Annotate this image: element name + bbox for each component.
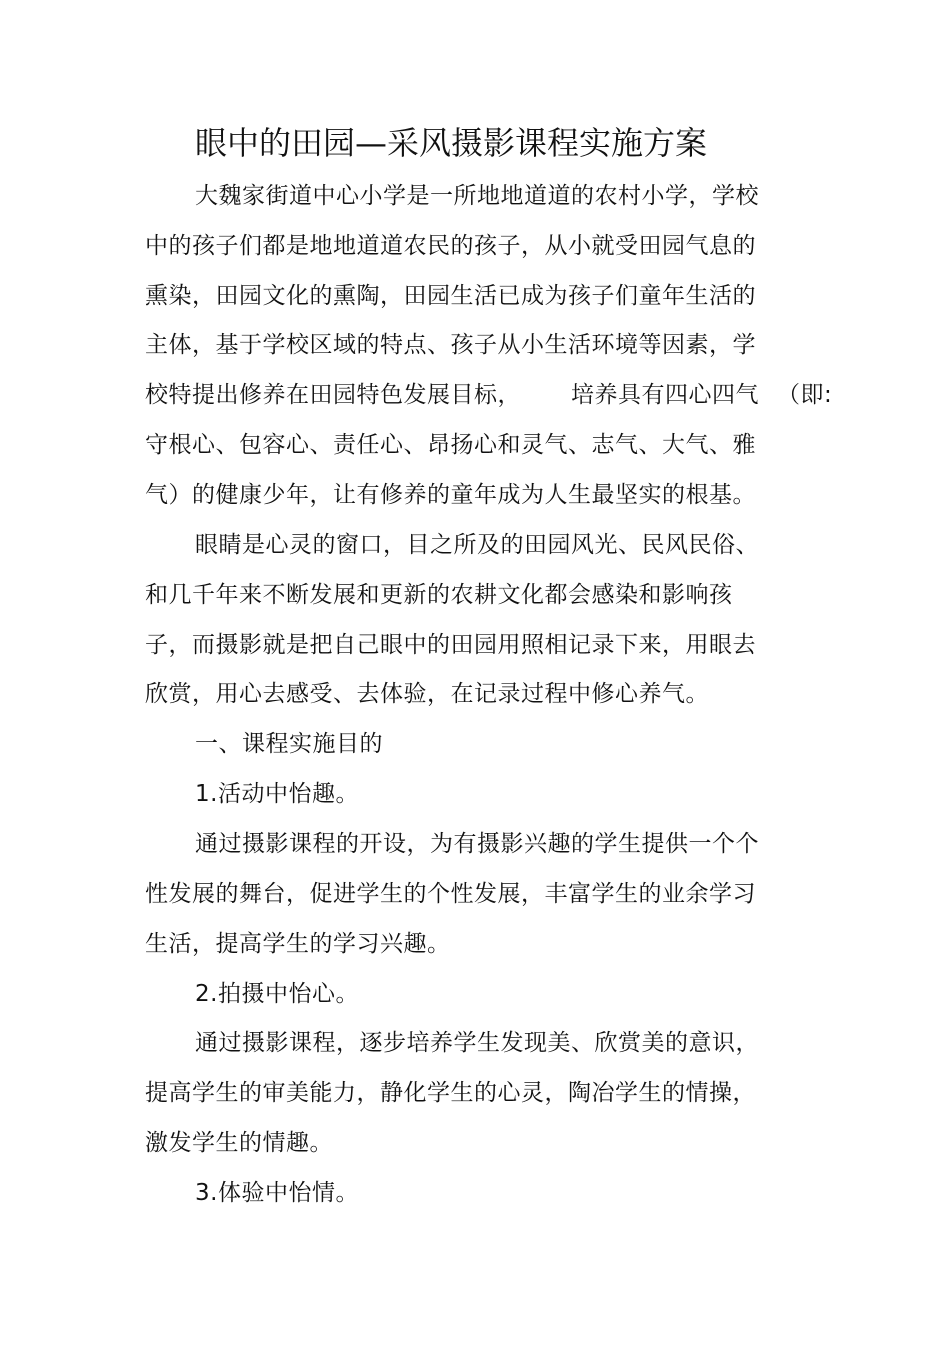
paragraph-line: 和几千年来不断发展和更新的农耕文化都会感染和影响孩 — [145, 582, 733, 608]
section-heading: 一、课程实施目的 — [195, 731, 383, 757]
paragraph-line: 通过摄影课程的开设，为有摄影兴趣的学生提供一个个 — [195, 831, 759, 857]
paragraph-segment: （即: — [777, 382, 833, 408]
paragraph-line: 熏染，田园文化的熏陶，田园生活已成为孩子们童年生活的 — [145, 283, 756, 309]
paragraph-line: 主体，基于学校区域的特点、孩子从小生活环境等因素，学 — [145, 332, 756, 358]
paragraph-segment: 培养具有四心四气 — [571, 382, 759, 408]
subsection-heading: 3.体验中怡情。 — [195, 1180, 359, 1206]
document-title: 眼中的田园—采风摄影课程实施方案 — [195, 124, 708, 162]
paragraph-line: 性发展的舞台，促进学生的个性发展，丰富学生的业余学习 — [145, 881, 756, 907]
paragraph-line: 大魏家街道中心小学是一所地地道道的农村小学，学校 — [195, 183, 759, 209]
paragraph-line: 生活，提高学生的学习兴趣。 — [145, 931, 451, 957]
paragraph-line: 激发学生的情趣。 — [145, 1130, 333, 1156]
paragraph-line: 提高学生的审美能力，静化学生的心灵，陶冶学生的情操， — [145, 1080, 756, 1106]
paragraph-line: 欣赏，用心去感受、去体验，在记录过程中修心养气。 — [145, 681, 709, 707]
paragraph-line: 眼睛是心灵的窗口，目之所及的田园风光、民风民俗、 — [195, 532, 759, 558]
subsection-heading: 1.活动中怡趣。 — [195, 781, 359, 807]
paragraph-segment: 校特提出修养在田园特色发展目标， — [145, 382, 521, 408]
paragraph-line-composite — [145, 377, 832, 413]
paragraph-line: 气）的健康少年，让有修养的童年成为人生最坚实的根基。 — [145, 482, 756, 508]
subsection-heading: 2.拍摄中怡心。 — [195, 981, 359, 1007]
paragraph-line: 守根心、包容心、责任心、昂扬心和灵气、志气、大气、雅 — [145, 432, 756, 458]
paragraph-line: 通过摄影课程，逐步培养学生发现美、欣赏美的意识， — [195, 1030, 759, 1056]
paragraph-line: 子，而摄影就是把自己眼中的田园用照相记录下来，用眼去 — [145, 632, 756, 658]
paragraph-line: 中的孩子们都是地地道道农民的孩子，从小就受田园气息的 — [145, 233, 756, 259]
